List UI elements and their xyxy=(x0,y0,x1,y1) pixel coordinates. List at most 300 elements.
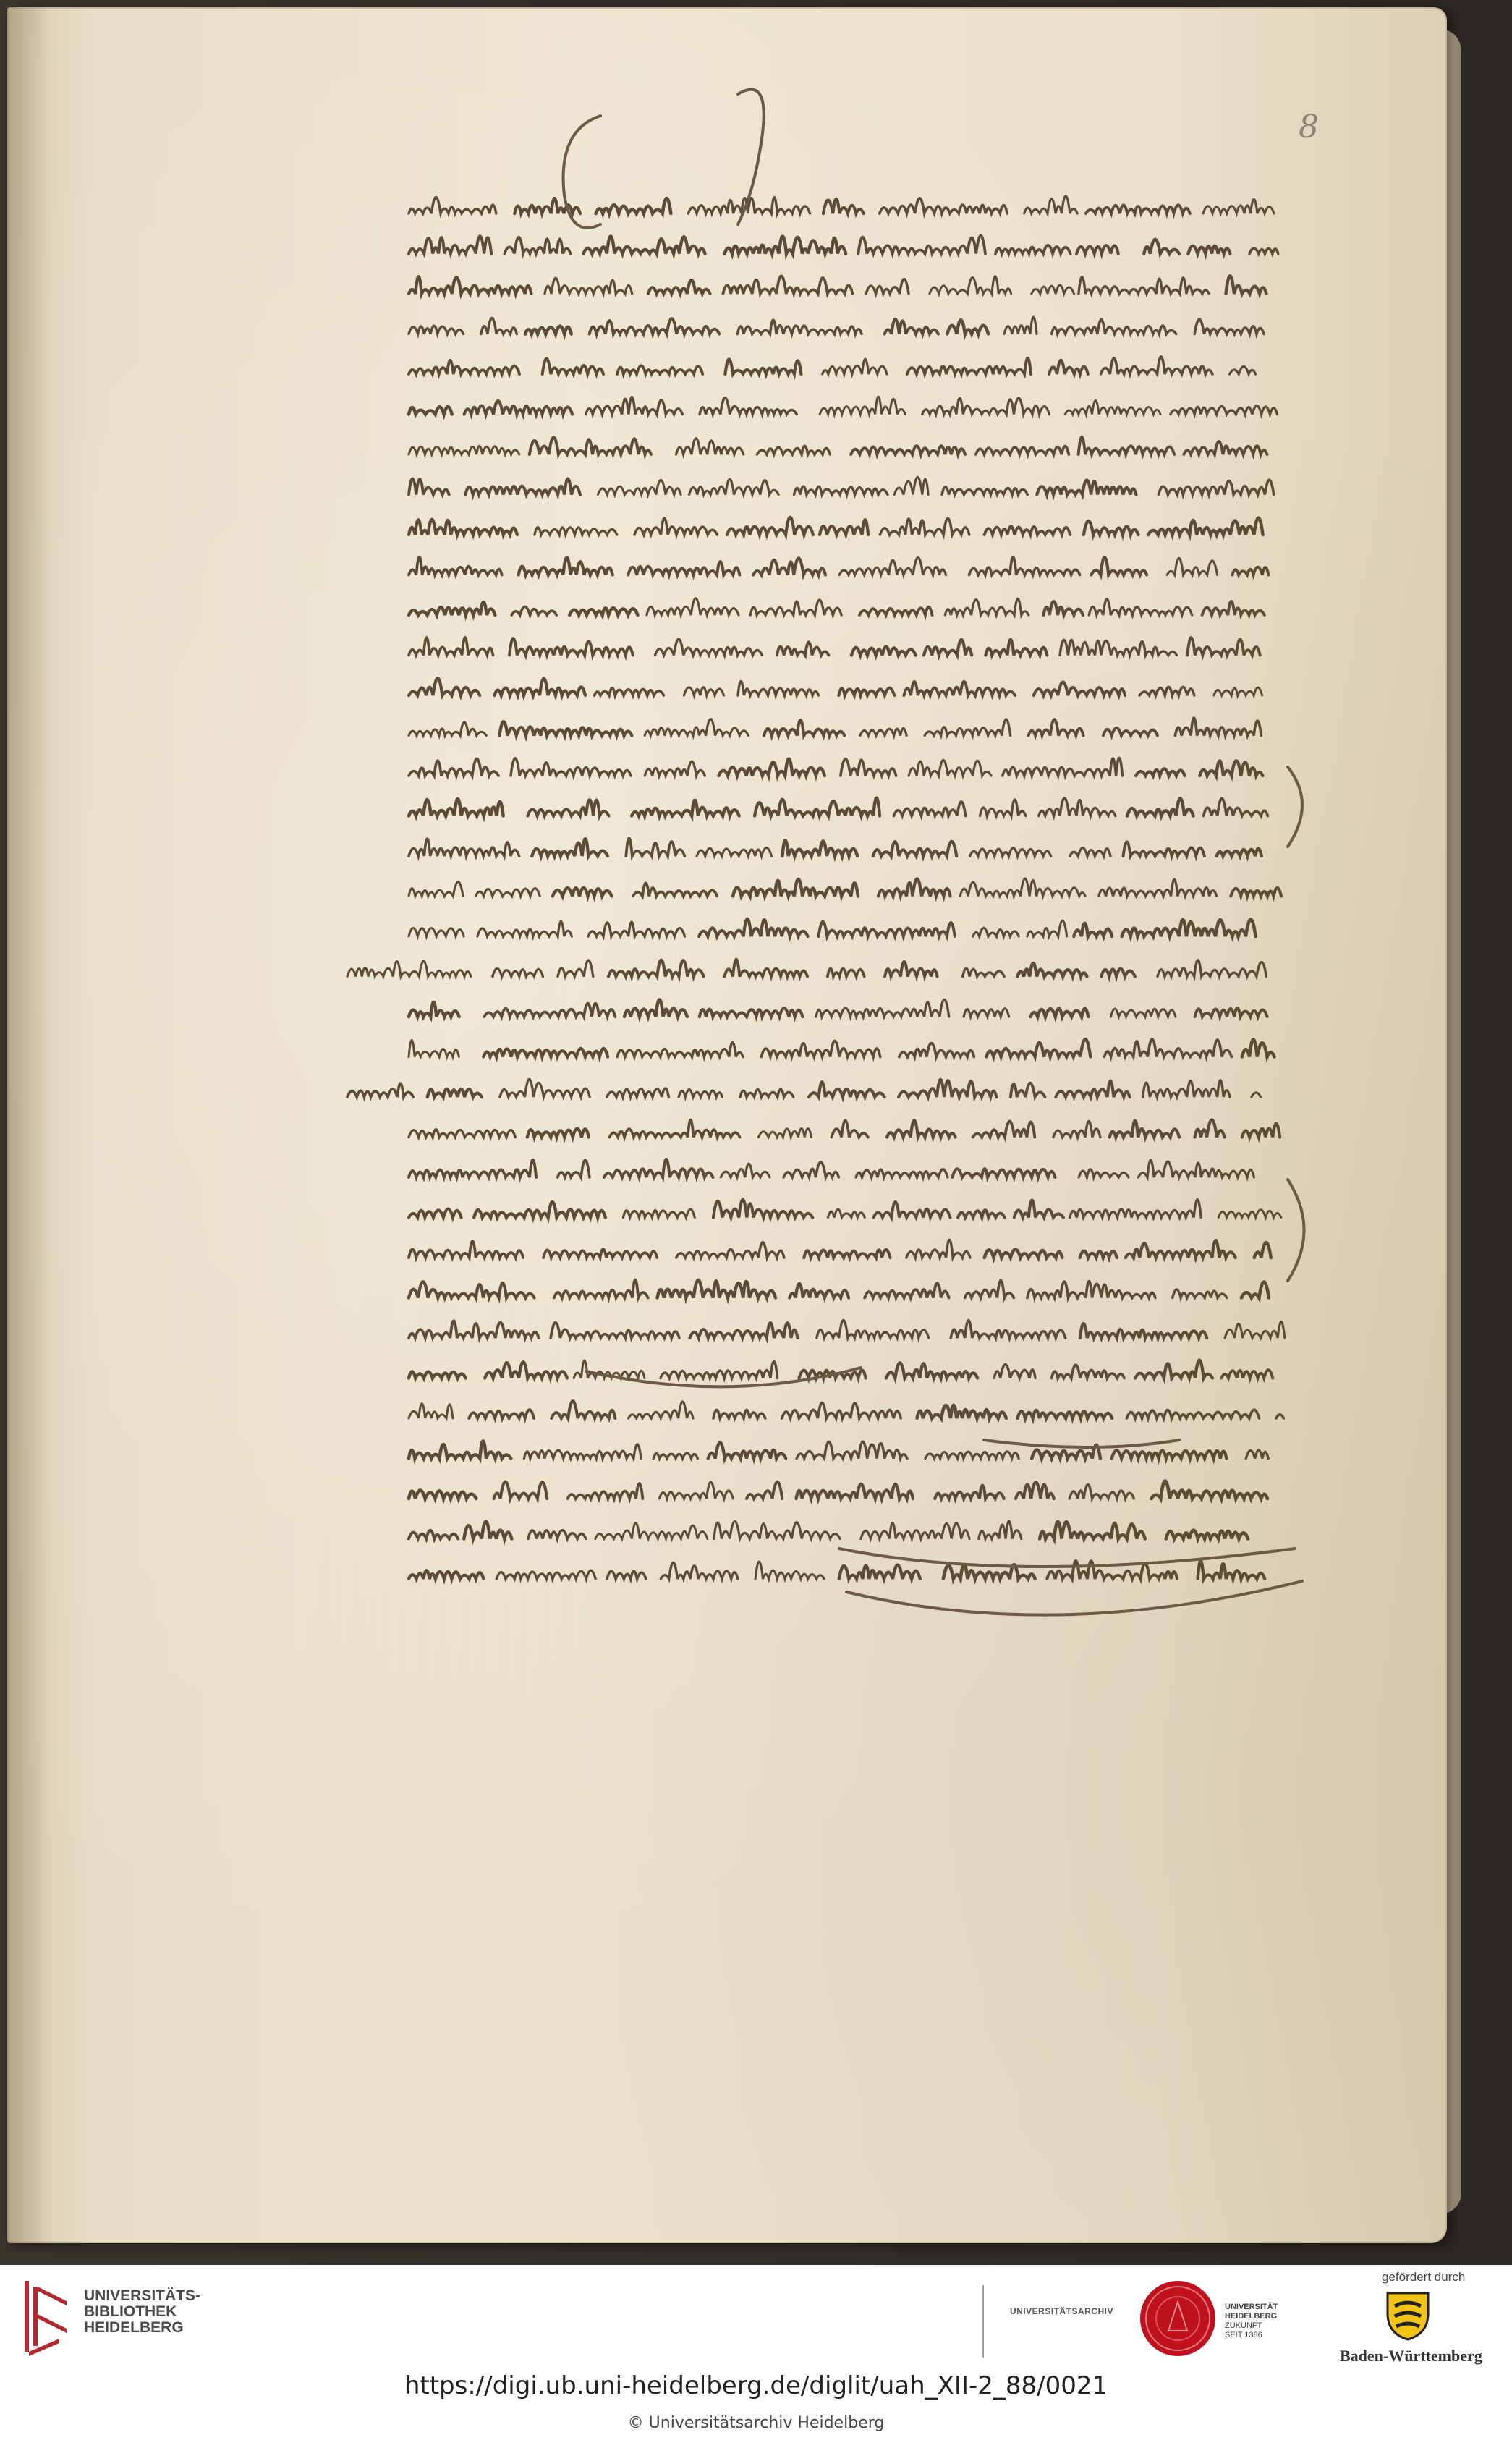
ink-word xyxy=(1175,718,1261,735)
ink-word xyxy=(838,688,894,695)
ink-word xyxy=(1112,1450,1227,1458)
ink-word xyxy=(1053,1121,1100,1137)
handwritten-line xyxy=(409,598,1265,615)
ink-word xyxy=(755,1562,824,1579)
ink-word xyxy=(1124,842,1205,856)
ink-word xyxy=(1034,682,1125,695)
ink-word xyxy=(409,1040,459,1056)
copyright-notice: © Universitätsarchiv Heidelberg xyxy=(627,2414,885,2432)
ink-word xyxy=(477,921,572,936)
ink-word xyxy=(1101,357,1212,374)
handwritten-line xyxy=(409,1119,1280,1137)
ink-word xyxy=(409,1372,466,1378)
handwritten-line xyxy=(409,1481,1267,1499)
ink-word xyxy=(952,1169,1055,1177)
ink-word xyxy=(894,477,928,494)
university-line2: HEIDELBERG xyxy=(1225,2312,1278,2321)
ink-word xyxy=(527,1129,589,1138)
ink-word xyxy=(1024,196,1078,213)
handwritten-line xyxy=(409,276,1267,294)
ink-word xyxy=(409,758,498,776)
ink-word xyxy=(899,1080,996,1097)
ink-word xyxy=(757,446,831,454)
ink-word xyxy=(1084,521,1139,535)
ink-word xyxy=(1217,849,1262,856)
calligraphic-flourish xyxy=(846,1581,1302,1615)
ink-word xyxy=(1017,963,1087,976)
ink-word xyxy=(543,1249,657,1258)
ink-word xyxy=(409,360,519,374)
ink-word xyxy=(906,1240,970,1258)
ink-word xyxy=(409,276,531,294)
baden-wuerttemberg-crest-icon[interactable] xyxy=(1380,2289,1435,2341)
ink-word xyxy=(607,1088,669,1097)
ink-word xyxy=(851,647,916,656)
ink-word xyxy=(823,199,864,213)
ink-word xyxy=(608,960,704,977)
ink-word xyxy=(504,237,570,254)
ink-word xyxy=(1249,248,1278,253)
ink-word xyxy=(1014,1200,1063,1217)
ink-word xyxy=(1126,1240,1236,1258)
ink-word xyxy=(1101,969,1135,977)
handwritten-line xyxy=(409,1441,1268,1458)
ink-word xyxy=(985,1250,1063,1258)
ink-word xyxy=(409,197,496,213)
ink-word xyxy=(1194,319,1264,334)
ink-word xyxy=(588,922,685,936)
ink-word xyxy=(626,838,684,856)
ink-word xyxy=(922,398,1050,415)
ink-word xyxy=(496,1570,595,1579)
ink-word xyxy=(568,1483,643,1499)
ink-word xyxy=(755,798,880,816)
ink-word xyxy=(511,606,556,615)
ink-word xyxy=(1039,798,1116,816)
ink-word xyxy=(985,640,1047,656)
ink-word xyxy=(1254,1242,1271,1258)
ink-word xyxy=(1151,1481,1267,1499)
ink-word xyxy=(1204,798,1268,816)
ink-word xyxy=(797,1484,913,1499)
calligraphic-flourish xyxy=(1288,1179,1304,1281)
ink-word xyxy=(708,1442,786,1458)
ink-word xyxy=(409,602,495,615)
ink-word xyxy=(909,760,991,776)
ink-word xyxy=(861,1523,969,1539)
ink-word xyxy=(750,600,841,615)
ink-word xyxy=(1037,480,1136,494)
ink-word xyxy=(1056,1081,1129,1097)
ink-word xyxy=(499,721,632,735)
ink-word xyxy=(782,1402,901,1418)
university-name[interactable] xyxy=(1225,2303,1278,2340)
ink-word xyxy=(409,236,491,253)
ink-word xyxy=(409,1441,511,1458)
ink-word xyxy=(679,1090,722,1097)
ink-word xyxy=(617,1042,743,1056)
ink-word xyxy=(511,758,631,776)
ink-word xyxy=(873,842,956,856)
ink-word xyxy=(493,968,543,976)
ink-word xyxy=(1079,277,1209,294)
ink-word xyxy=(583,236,705,253)
ink-word xyxy=(878,878,951,896)
ink-word xyxy=(629,1402,694,1418)
calligraphic-flourish xyxy=(564,116,600,228)
ink-word xyxy=(964,1009,1009,1017)
handwritten-text-block xyxy=(7,7,1447,2243)
ink-word xyxy=(1231,888,1281,896)
ink-word xyxy=(1199,761,1262,776)
ink-word xyxy=(617,365,702,374)
ink-word xyxy=(947,320,988,334)
handwritten-line xyxy=(347,1079,1261,1097)
ink-word xyxy=(1003,758,1123,776)
calligraphic-flourish xyxy=(984,1440,1179,1447)
ink-word xyxy=(409,446,519,454)
ink-word xyxy=(484,1004,615,1017)
ink-word xyxy=(880,518,969,535)
ink-word xyxy=(973,1121,1035,1137)
handwritten-line xyxy=(409,317,1264,334)
ink-word xyxy=(970,848,1051,856)
ink-word xyxy=(713,1200,812,1218)
ink-word xyxy=(1225,1321,1285,1338)
ink-word xyxy=(553,888,612,897)
ink-word xyxy=(1079,437,1175,454)
ink-word xyxy=(519,557,613,575)
ink-word xyxy=(789,1284,849,1298)
ink-word xyxy=(494,1482,548,1499)
ink-word xyxy=(747,1482,782,1499)
ink-word xyxy=(886,1363,977,1378)
ink-word xyxy=(409,722,486,736)
ink-word xyxy=(586,397,683,415)
ink-word xyxy=(624,999,687,1017)
handwritten-line xyxy=(409,196,1274,213)
ink-word xyxy=(865,1283,948,1297)
ink-word xyxy=(753,558,825,575)
ink-word xyxy=(607,1571,646,1579)
ink-word xyxy=(1221,1370,1273,1378)
ink-word xyxy=(509,638,633,655)
ink-word xyxy=(1184,441,1267,454)
ink-word xyxy=(904,682,1015,695)
ink-word xyxy=(595,688,664,695)
handwritten-line xyxy=(409,1280,1269,1298)
ink-word xyxy=(500,1079,590,1097)
ink-word xyxy=(558,1160,590,1177)
ink-word xyxy=(525,326,572,334)
ink-word xyxy=(976,446,1069,454)
ink-word xyxy=(347,961,471,977)
handwritten-line xyxy=(409,838,1262,856)
ink-word xyxy=(1246,1450,1268,1459)
ink-word xyxy=(1070,1200,1202,1218)
ink-word xyxy=(985,526,1071,535)
ink-word xyxy=(899,1043,974,1056)
ink-word xyxy=(839,558,946,575)
ink-word xyxy=(409,1404,453,1419)
ink-word xyxy=(465,478,580,494)
ink-word xyxy=(623,1209,695,1217)
ink-word xyxy=(738,681,819,695)
ink-word xyxy=(527,800,608,816)
ink-word xyxy=(794,486,888,494)
ink-word xyxy=(1103,728,1158,736)
ink-word xyxy=(951,1321,1065,1339)
ink-word xyxy=(647,598,739,615)
ink-word xyxy=(797,1441,907,1458)
ink-word xyxy=(887,1120,956,1137)
ink-word xyxy=(1070,848,1110,856)
ink-word xyxy=(409,638,493,656)
permalink-url[interactable]: https://digi.ub.uni-heidelberg.de/diglit/uah_XII-2_88/0021 xyxy=(404,2371,1108,2400)
ink-word xyxy=(858,236,985,254)
ink-word xyxy=(528,1530,586,1539)
handwritten-line xyxy=(409,477,1274,494)
ink-word xyxy=(481,318,517,334)
ink-word xyxy=(1099,879,1217,897)
ink-word xyxy=(819,922,955,936)
ink-word xyxy=(1218,1210,1281,1218)
funding-name: Baden-Württemberg xyxy=(1340,2347,1482,2365)
manuscript-page xyxy=(7,7,1447,2243)
ink-word xyxy=(758,1129,811,1138)
ink-word xyxy=(925,719,1011,736)
ink-word xyxy=(409,1209,462,1218)
calligraphic-flourish xyxy=(1288,767,1302,847)
ink-word xyxy=(347,1083,413,1097)
ink-word xyxy=(965,1280,1014,1297)
ink-word xyxy=(661,1562,738,1579)
ink-word xyxy=(960,878,1085,897)
ink-word xyxy=(494,679,585,695)
ink-word xyxy=(1276,1415,1284,1418)
ink-word xyxy=(963,968,1004,976)
ink-word xyxy=(820,397,905,414)
ink-word xyxy=(676,1242,784,1258)
ink-word xyxy=(828,969,865,977)
ink-word xyxy=(409,799,504,816)
ink-word xyxy=(409,1490,476,1499)
ink-word xyxy=(994,1365,1035,1378)
ink-word xyxy=(475,889,540,897)
folio-number: 8 xyxy=(1299,109,1319,145)
ink-word xyxy=(676,439,744,454)
ink-word xyxy=(409,520,517,535)
ink-word xyxy=(464,1522,511,1539)
ink-word xyxy=(714,1521,840,1538)
ink-word xyxy=(942,487,1027,495)
ink-word xyxy=(1195,1119,1225,1137)
ink-word xyxy=(1202,601,1265,615)
ink-word xyxy=(930,276,1011,294)
ink-word xyxy=(1144,240,1179,254)
ink-word xyxy=(740,1089,794,1097)
library-name[interactable] xyxy=(84,2288,272,2336)
ink-word xyxy=(409,326,464,334)
ink-word xyxy=(1126,1410,1259,1418)
ink-word xyxy=(689,479,779,494)
ink-word xyxy=(409,1130,515,1138)
ink-word xyxy=(633,883,717,896)
ink-word xyxy=(986,1039,1090,1056)
ink-word xyxy=(783,1162,838,1177)
ink-word xyxy=(1110,1009,1176,1017)
ink-word xyxy=(973,928,1019,936)
ink-word xyxy=(464,401,572,415)
ink-word xyxy=(809,1082,885,1097)
ink-word xyxy=(653,1453,697,1458)
ink-word xyxy=(1138,1160,1254,1177)
ink-word xyxy=(874,1202,951,1218)
ub-heidelberg-logo-icon[interactable] xyxy=(16,2277,72,2356)
ink-word xyxy=(409,1321,539,1338)
ink-word xyxy=(1242,1124,1280,1138)
ink-word xyxy=(1089,599,1192,615)
ink-word xyxy=(535,528,617,535)
ink-word xyxy=(409,882,463,897)
ink-word xyxy=(590,318,720,334)
ink-word xyxy=(725,359,801,374)
ink-word xyxy=(1040,1522,1145,1539)
ink-word xyxy=(1232,567,1268,575)
ink-word xyxy=(1105,1039,1232,1057)
ink-word xyxy=(1044,601,1083,615)
ink-word xyxy=(1158,960,1267,977)
ink-word xyxy=(409,1241,523,1258)
ink-word xyxy=(409,678,480,695)
ink-word xyxy=(782,841,857,857)
ink-word xyxy=(733,879,858,897)
handwritten-line xyxy=(409,1200,1281,1218)
ink-word xyxy=(1065,401,1160,415)
ink-word xyxy=(595,1522,708,1538)
ink-word xyxy=(1122,920,1256,936)
ink-word xyxy=(924,640,972,656)
ink-word xyxy=(596,198,671,213)
ink-word xyxy=(817,1320,929,1338)
ink-word xyxy=(1029,719,1084,735)
ink-word xyxy=(409,407,452,415)
ink-word xyxy=(655,639,763,656)
ink-word xyxy=(428,1089,482,1097)
ink-word xyxy=(885,319,938,334)
ink-word xyxy=(856,1169,948,1177)
ink-word xyxy=(1167,558,1217,575)
ink-word xyxy=(684,687,723,695)
ink-word xyxy=(804,1250,890,1258)
library-name-line2: BIBLIOTHEK xyxy=(84,2303,177,2320)
ink-word xyxy=(1049,360,1088,374)
ink-word xyxy=(979,1521,1022,1538)
ink-word xyxy=(980,800,1026,816)
ink-word xyxy=(658,1280,776,1298)
ink-word xyxy=(659,1482,733,1499)
ink-word xyxy=(1027,920,1067,936)
ink-word xyxy=(851,446,965,454)
ink-word xyxy=(645,761,705,776)
ink-word xyxy=(1171,406,1278,415)
ink-word xyxy=(1241,1282,1269,1297)
handwritten-line xyxy=(409,1401,1283,1418)
ink-word xyxy=(604,1159,713,1177)
ink-word xyxy=(866,279,909,294)
handwritten-line xyxy=(409,718,1261,735)
ink-word xyxy=(721,1164,770,1177)
ink-word xyxy=(545,278,632,294)
ink-word xyxy=(1017,1410,1112,1418)
handwritten-line xyxy=(409,1159,1254,1177)
ink-word xyxy=(700,1008,803,1017)
ink-word xyxy=(777,642,829,655)
ink-word xyxy=(474,1202,606,1218)
ink-word xyxy=(1004,317,1037,334)
ink-word xyxy=(1052,320,1176,334)
ink-word xyxy=(699,919,808,936)
ink-word xyxy=(1031,1009,1089,1017)
handwritten-line xyxy=(409,638,1260,656)
ink-word xyxy=(1074,923,1112,936)
ink-word xyxy=(1079,1169,1129,1177)
ink-word xyxy=(727,517,813,535)
ink-word xyxy=(1052,1365,1124,1378)
handwritten-line xyxy=(409,1320,1285,1338)
handwritten-line xyxy=(409,1039,1275,1057)
ink-word xyxy=(1242,1040,1275,1057)
handwritten-line xyxy=(409,557,1268,575)
university-seal-icon[interactable] xyxy=(1139,2280,1216,2357)
ink-word xyxy=(828,1209,865,1218)
footer-divider xyxy=(982,2285,984,2358)
ink-word xyxy=(1136,768,1185,776)
handwritten-line xyxy=(409,1360,1273,1378)
calligraphic-flourish xyxy=(839,1549,1295,1567)
ink-word xyxy=(551,1323,679,1338)
ink-word xyxy=(1187,638,1260,656)
ink-word xyxy=(469,1410,534,1418)
ink-word xyxy=(409,1160,536,1177)
ink-word xyxy=(409,839,519,856)
university-line4: SEIT 1386 xyxy=(1225,2331,1262,2339)
ink-word xyxy=(885,962,937,977)
handwritten-line xyxy=(409,758,1262,776)
handwritten-line xyxy=(409,798,1267,816)
ink-word xyxy=(409,928,464,936)
ink-word xyxy=(823,359,887,374)
handwritten-line xyxy=(409,397,1278,414)
ink-word xyxy=(995,245,1071,254)
ink-word xyxy=(1252,1093,1261,1097)
ink-word xyxy=(610,1120,740,1138)
ink-word xyxy=(1188,246,1230,254)
ink-word xyxy=(917,1405,1006,1418)
ink-word xyxy=(958,1210,1005,1217)
ink-word xyxy=(634,518,717,535)
archive-label: UNIVERSITÄTSARCHIV xyxy=(1010,2306,1114,2316)
ink-word xyxy=(945,598,1029,615)
handwritten-line xyxy=(409,999,1267,1017)
ink-word xyxy=(1076,245,1118,253)
ink-word xyxy=(1060,640,1177,655)
ink-word xyxy=(1027,1282,1155,1298)
ink-word xyxy=(880,198,1007,213)
ink-word xyxy=(558,960,593,977)
ink-word xyxy=(839,1565,920,1579)
ink-word xyxy=(1214,687,1262,695)
